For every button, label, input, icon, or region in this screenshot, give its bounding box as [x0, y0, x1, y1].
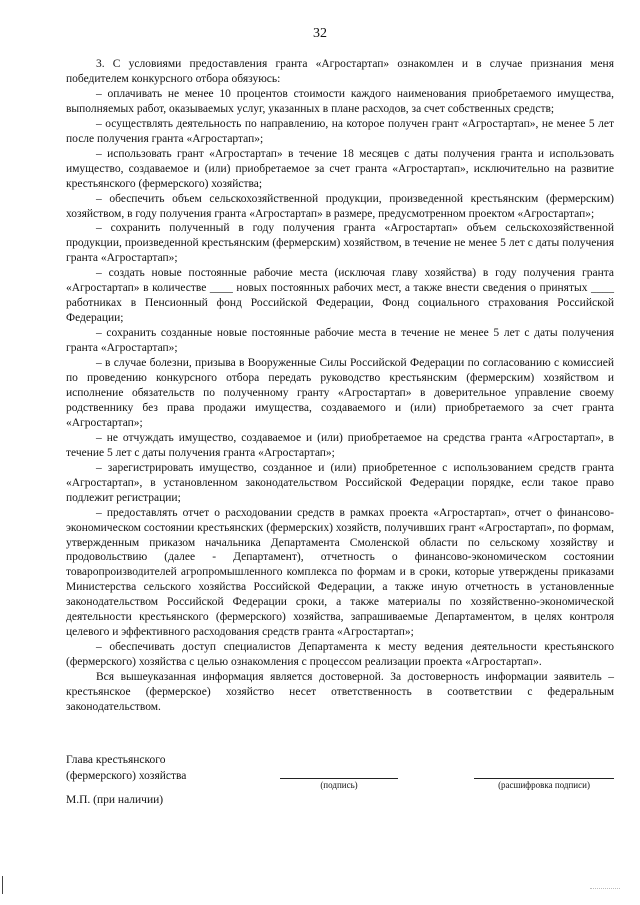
signatory-title-line2: (фермерского) хозяйства	[66, 770, 187, 782]
paragraph: – использовать грант «Агростартап» в течение 18 месяцев с даты получения гранта и использовать имущество, создаваемое и (или) приобретаемое за счет гранта «Агростартап», исключительно на развитие крестьянского (фермерского) хозяйства;	[66, 147, 614, 190]
paragraph: – осуществлять деятельность по направлению, на которое получен грант «Агростартап», не менее 5 лет после получения гранта «Агростартап»;	[66, 117, 614, 145]
signature-caption: (подпись)	[320, 780, 358, 790]
signatory-title-line1: Глава крестьянского	[66, 754, 166, 766]
scan-edge-mark	[2, 876, 3, 894]
paragraph: – предоставлять отчет о расходовании средств в рамках проекта «Агростартап», отчет о финансово-экономическом состоянии крестьянских (фермерских) хозяйств, получивших грант «Агростартап», по формам, утвержденным приказом начальника Департамента Смоленской области по сельскому хозяйству и продовольствию (далее - Департамент), отчетность о финансово-экономическом состоянии товаропроизводителей агропромышленного комплекса по формам и в сроки, которые утверждены приказами Министерства сельского хозяйства Российской Федерации, а также иную отчетность в установленные законодательством Российской Федерации сроки, а также материалы по хозяйственно-экономической деятельности крестьянского (фермерского) хозяйства, запрашиваемые Департаментом, в целях контроля целевого и эффективного расходования средств гранта «Агростартап»;	[66, 506, 614, 639]
paragraph: 3. С условиями предоставления гранта «Агростартап» ознакомлен и в случае признания меня победителем конкурсного отбора обязуюсь:	[66, 58, 614, 85]
paragraph: – сохранить созданные новые постоянные рабочие места в течение не менее 5 лет с даты получения гранта «Агростартап»;	[66, 327, 614, 355]
paragraph: – обеспечивать доступ специалистов Департамента к месту ведения деятельности крестьянского (фермерского) хозяйства с целью ознакомления с процессом реализации проекта «Агростартап».	[66, 641, 614, 669]
paragraph: – создать новые постоянные рабочие места (исключая главу хозяйства) в году получения гранта «Агростартап» в количестве ____ новых постоянных рабочих мест, а также внести сведения о принятых ____ работниках в Пенсионный фонд Российской Федерации, Фонд социального страхования Российской Федерации;	[66, 267, 614, 325]
stamp-place-label: М.П. (при наличии)	[66, 794, 164, 806]
scan-artifact	[590, 888, 620, 889]
name-decoding-caption: (расшифровка подписи)	[498, 780, 590, 790]
document-body	[66, 57, 614, 715]
paragraph: – не отчуждать имущество, создаваемое и (или) приобретаемое на средства гранта «Агростартап», в течение 5 лет с даты получения гранта «Агростартап»;	[66, 431, 614, 459]
paragraph: – в случае болезни, призыва в Вооруженные Силы Российской Федерации по согласованию с комиссией по проведению конкурсного отбора передать руководство крестьянским (фермерским) хозяйством и исполнение обязательств по полученному гранту «Агростартап» в доверительное управление своему родственнику без права продажи имущества, создаваемого и (или) приобретаемого за счет гранта «Агростартап»;	[66, 357, 614, 429]
paragraph: – оплачивать не менее 10 процентов стоимости каждого наименования приобретаемого имущества, выполняемых работ, оказываемых услуг, указанных в плане расходов, за счет собственных средств;	[66, 87, 614, 115]
name-decoding-line	[474, 778, 614, 779]
paragraph: – зарегистрировать имущество, созданное и (или) приобретенное с использованием средств гранта «Агростартап», в установленном законодательством Российской Федерации порядке, если такое право подлежит регистрации;	[66, 461, 614, 504]
paragraph: – сохранить полученный в году получения гранта «Агростартап» объем сельскохозяйственной продукции, произведенной крестьянским (фермерским) хозяйством, в течение не менее 5 лет с даты получения гранта «Агростартап»;	[66, 222, 614, 265]
paragraph: – обеспечить объем сельскохозяйственной продукции, произведенной крестьянским (фермерским) хозяйством, в году получения гранта «Агростартап» в размере, предусмотренном проектом «Агростартап»;	[66, 192, 614, 220]
paragraph: Вся вышеуказанная информация является достоверной. За достоверность информации заявитель – крестьянское (фермерское) хозяйство несет ответственность в соответствии с федеральным законодательством.	[66, 671, 614, 713]
signature-line	[280, 778, 398, 779]
page-number: 32	[313, 26, 327, 41]
